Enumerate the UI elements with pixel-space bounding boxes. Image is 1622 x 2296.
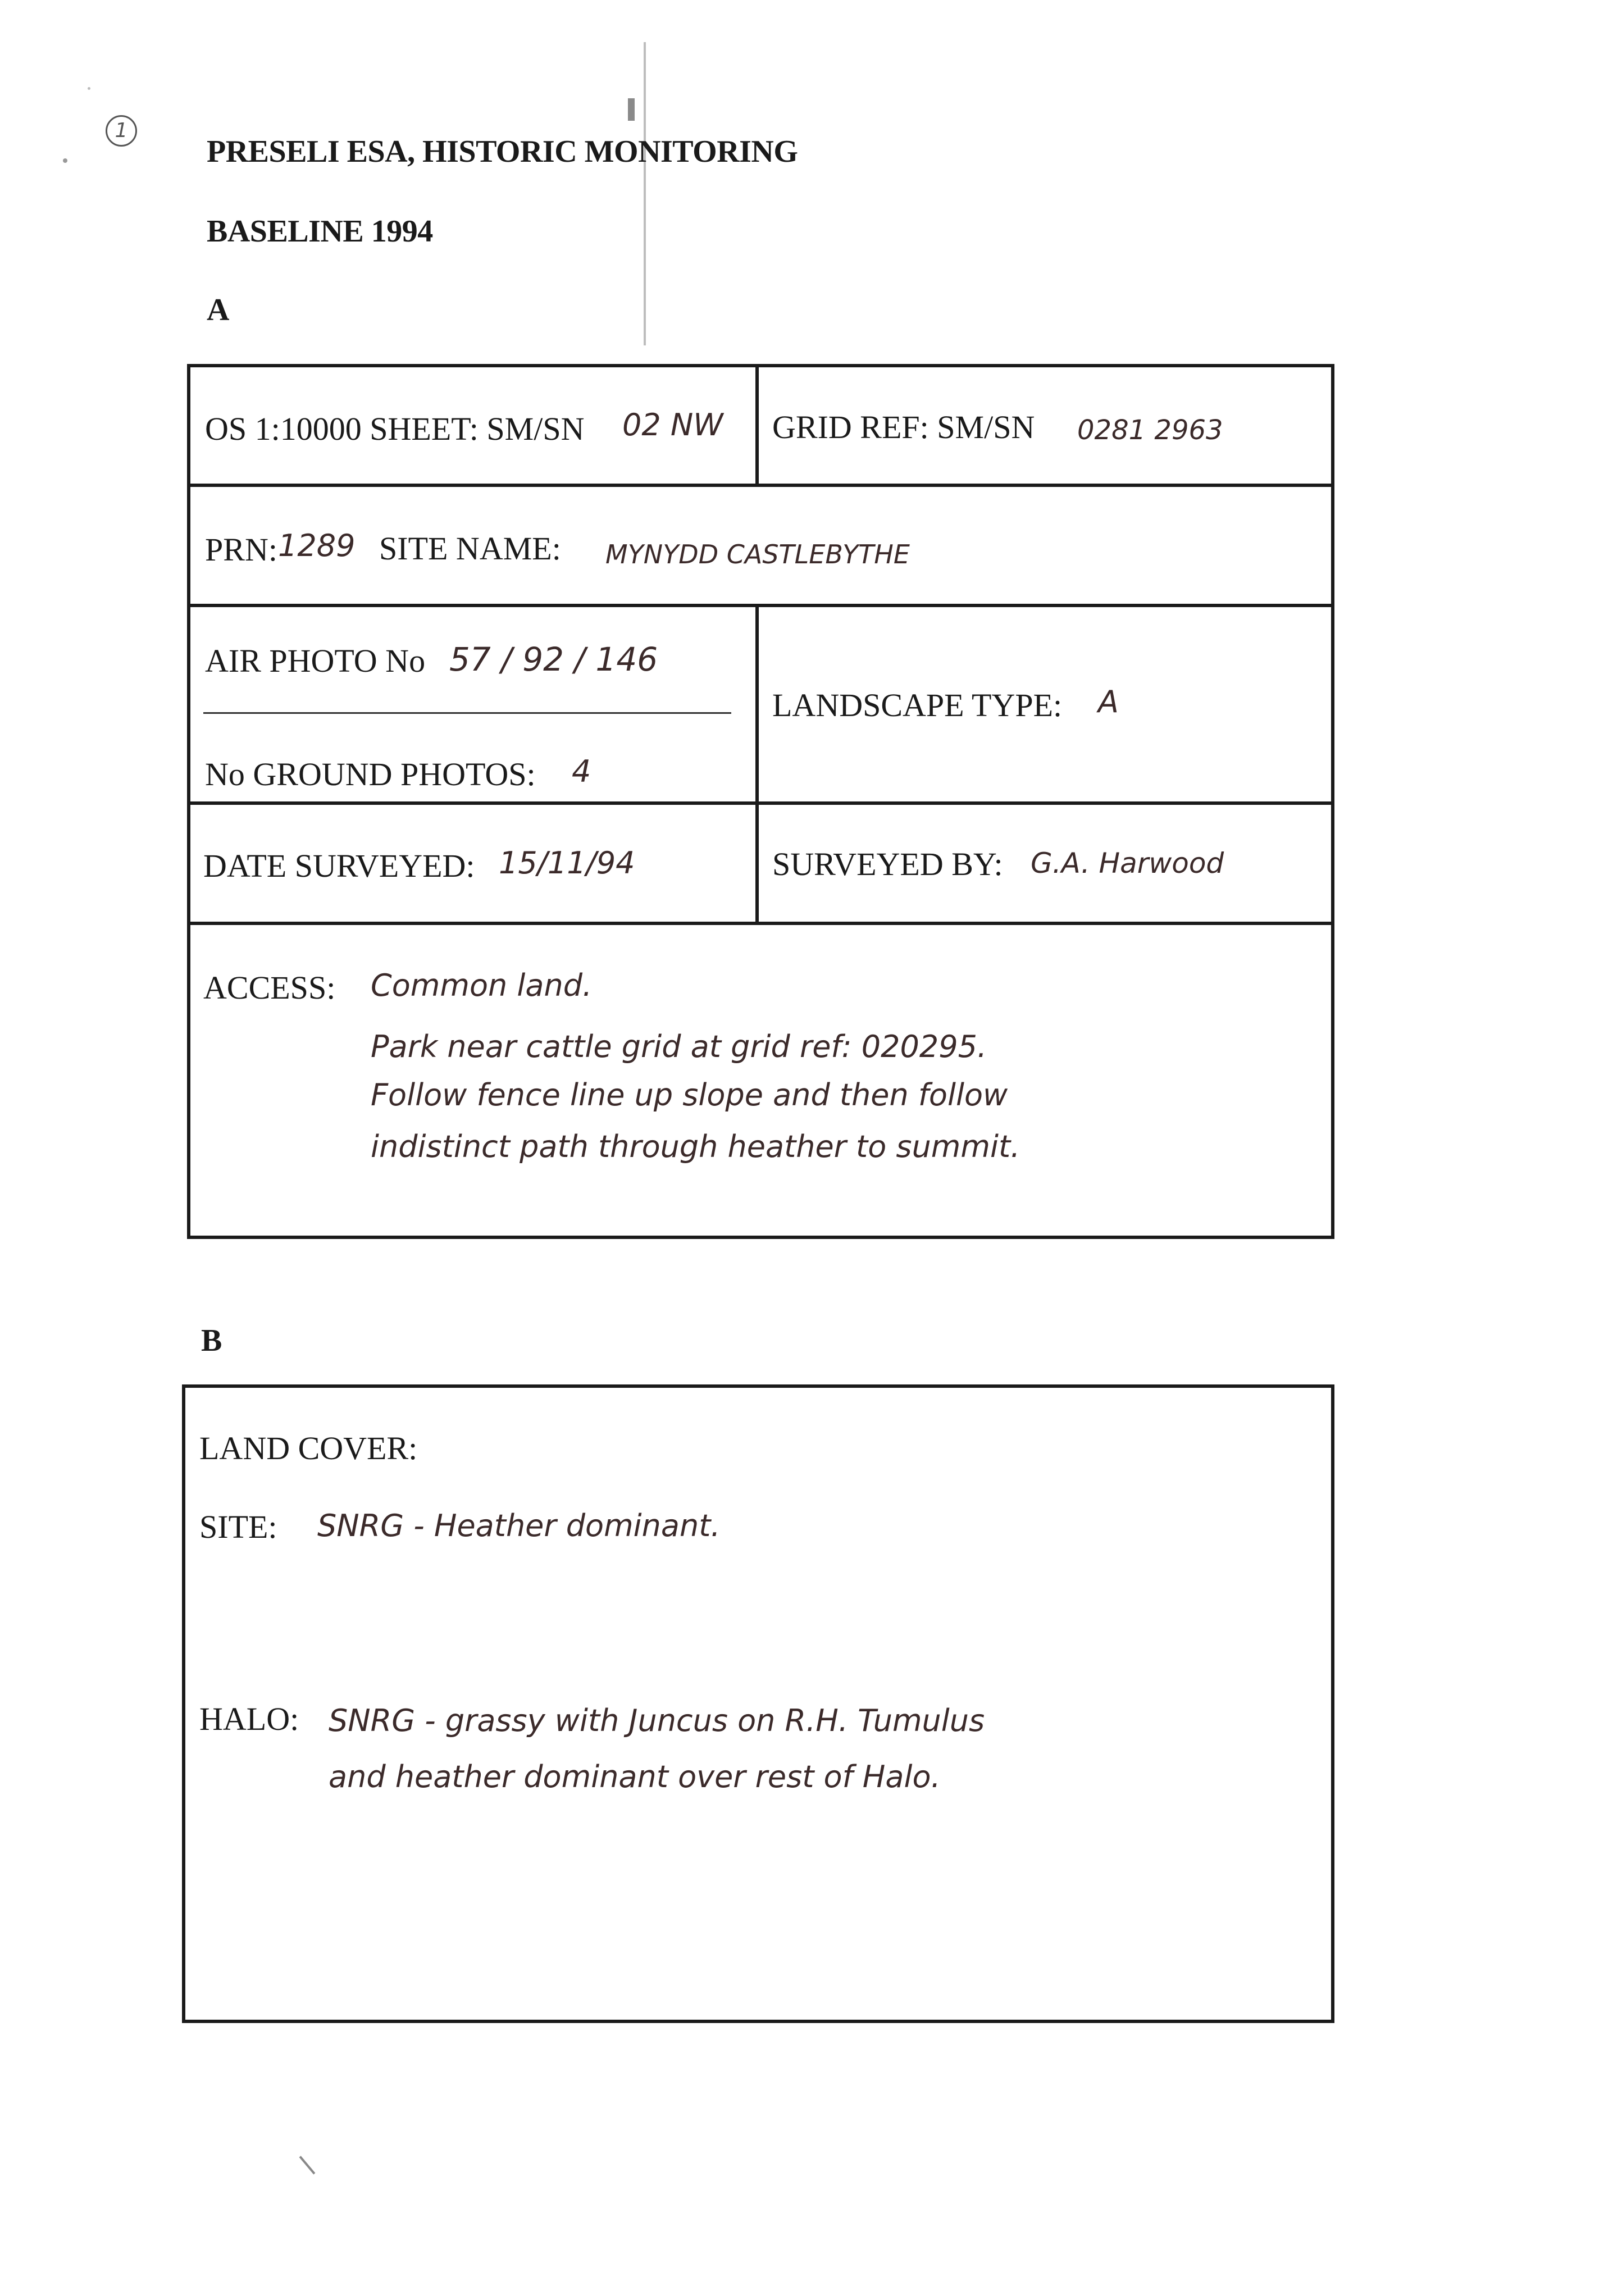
landscape-type-label: LANDSCAPE TYPE: [772, 687, 1063, 723]
access-line: Follow fence line up slope and then follow [371, 1077, 1008, 1113]
scan-mark [628, 98, 635, 121]
os-sheet-label: OS 1:10000 SHEET: SM/SN [205, 411, 585, 447]
prn-value: 1289 [278, 528, 356, 563]
row-divider [187, 922, 1334, 925]
landscape-type-value: A [1098, 684, 1119, 719]
prn-label: PRN: [205, 531, 277, 568]
scan-mark [644, 42, 646, 345]
page-number-circle [106, 115, 137, 147]
access-line: Common land. [371, 968, 593, 1003]
scan-mark [63, 158, 67, 163]
access-label: ACCESS: [203, 969, 336, 1006]
os-sheet-value: 02 NW [622, 407, 723, 443]
land-cover-label: LAND COVER: [199, 1430, 418, 1466]
surveyed-by-label: SURVEYED BY: [772, 846, 1003, 882]
row-divider [187, 604, 1334, 607]
row-divider [187, 801, 1334, 805]
date-surveyed-value: 15/11/94 [499, 845, 635, 881]
access-line: indistinct path through heather to summit. [371, 1129, 1020, 1164]
grid-ref-value: 0281 2963 [1077, 414, 1223, 446]
column-divider [755, 364, 759, 485]
air-photo-label: AIR PHOTO No [205, 643, 426, 679]
site-name-label: SITE NAME: [379, 530, 561, 567]
ground-photos-label: No GROUND PHOTOS: [205, 756, 536, 792]
section-a-heading: A [207, 293, 229, 327]
site-label: SITE: [199, 1509, 277, 1545]
air-photo-underline [203, 712, 731, 714]
halo-line: SNRG - grassy with Juncus on R.H. Tumulus [329, 1703, 985, 1738]
halo-label: HALO: [199, 1701, 299, 1737]
page-number: 1 [115, 119, 128, 142]
baseline-heading: BASELINE 1994 [207, 214, 433, 249]
scan-mark [88, 87, 90, 90]
access-line: Park near cattle grid at grid ref: 020295. [371, 1029, 987, 1064]
halo-line: and heather dominant over rest of Halo. [329, 1759, 941, 1794]
ground-photos-value: 4 [572, 754, 591, 789]
site-value: SNRG - Heather dominant. [317, 1508, 721, 1543]
row-divider [187, 484, 1334, 487]
scan-mark [299, 2156, 316, 2174]
date-surveyed-label: DATE SURVEYED: [203, 848, 475, 884]
section-b-heading: B [201, 1323, 222, 1358]
air-photo-value: 57 / 92 / 146 [449, 640, 658, 678]
grid-ref-label: GRID REF: SM/SN [772, 409, 1035, 445]
document-title: PRESELI ESA, HISTORIC MONITORING [207, 134, 798, 169]
surveyed-by-value: G.A. Harwood [1031, 847, 1224, 880]
column-divider [755, 604, 759, 923]
site-name-value: MYNYDD CASTLEBYTHE [605, 539, 910, 570]
